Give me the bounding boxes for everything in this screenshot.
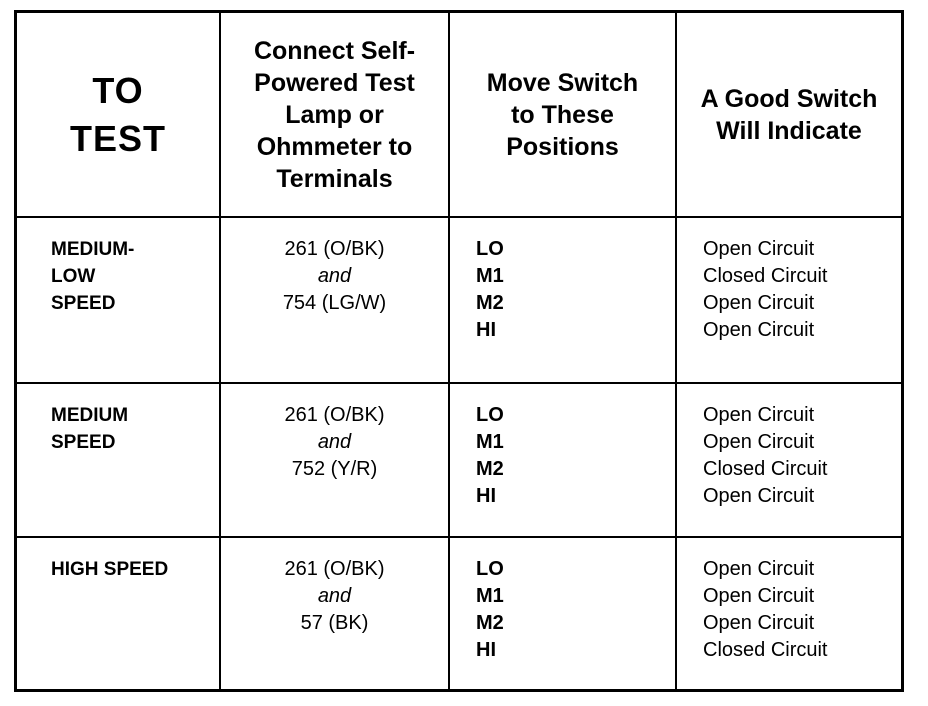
header-to-test [17, 13, 220, 217]
header-line: Connect Self- [253, 36, 416, 65]
terminals-cell [220, 537, 449, 689]
switch-position: M2 [476, 612, 504, 634]
switch-position: LO [476, 238, 504, 260]
switch-position: HI [476, 639, 496, 661]
header-line: Powered Test [254, 68, 415, 97]
positions-cell [449, 217, 676, 383]
header-line: Will Indicate [716, 116, 862, 145]
circuit-indication: Open Circuit [703, 319, 815, 341]
test-name-line: MEDIUM- [51, 239, 135, 260]
circuit-indication: Open Circuit [703, 585, 815, 607]
header-line: Ohmmeter to [256, 132, 413, 161]
test-name-line: HIGH SPEED [51, 559, 169, 580]
terminal-a: 261 (O/BK) [284, 404, 385, 426]
header-positions [449, 13, 676, 217]
terminal-connector: and [317, 585, 352, 607]
switch-position: LO [476, 558, 504, 580]
test-name-line: MEDIUM [51, 405, 129, 426]
terminal-connector: and [317, 431, 352, 453]
switch-position: HI [476, 485, 496, 507]
header-line: Positions [506, 132, 619, 161]
positions-cell [449, 383, 676, 537]
header-line: Lamp or [285, 100, 384, 129]
test-cell [17, 383, 220, 537]
circuit-indication: Open Circuit [703, 292, 815, 314]
terminal-b: 752 (Y/R) [291, 458, 378, 480]
indication-cell [676, 537, 901, 689]
circuit-indication: Closed Circuit [703, 265, 828, 287]
header-terminals [220, 13, 449, 217]
switch-position: M2 [476, 458, 504, 480]
header-line: to These [511, 100, 614, 129]
circuit-indication: Open Circuit [703, 431, 815, 453]
test-name-line: LOW [51, 266, 96, 287]
circuit-indication: Open Circuit [703, 558, 815, 580]
terminal-connector: and [317, 265, 352, 287]
indication-cell [676, 217, 901, 383]
header-line: TO [92, 69, 144, 111]
switch-position: M1 [476, 265, 504, 287]
header-line: A Good Switch [700, 84, 878, 113]
test-name-line: SPEED [51, 293, 116, 314]
table-row [17, 383, 901, 537]
table-row [17, 217, 901, 383]
test-name-line: SPEED [51, 432, 116, 453]
switch-test-grid [17, 13, 901, 689]
terminal-a: 261 (O/BK) [284, 558, 385, 580]
terminals-cell [220, 383, 449, 537]
circuit-indication: Open Circuit [703, 485, 815, 507]
switch-position: M1 [476, 585, 504, 607]
switch-position: LO [476, 404, 504, 426]
table-row [17, 537, 901, 689]
header-row [17, 13, 901, 217]
terminal-a: 261 (O/BK) [284, 238, 385, 260]
switch-test-table [14, 10, 904, 692]
terminal-b: 57 (BK) [300, 612, 369, 634]
test-cell [17, 537, 220, 689]
switch-position: M1 [476, 431, 504, 453]
circuit-indication: Closed Circuit [703, 639, 828, 661]
header-line: Terminals [276, 164, 393, 193]
circuit-indication: Open Circuit [703, 612, 815, 634]
switch-position: M2 [476, 292, 504, 314]
header-indicate [676, 13, 901, 217]
header-line: Move Switch [486, 68, 639, 97]
circuit-indication: Closed Circuit [703, 458, 828, 480]
positions-cell [449, 537, 676, 689]
circuit-indication: Open Circuit [703, 404, 815, 426]
circuit-indication: Open Circuit [703, 238, 815, 260]
test-cell [17, 217, 220, 383]
switch-position: HI [476, 319, 496, 341]
indication-cell [676, 383, 901, 537]
terminal-b: 754 (LG/W) [282, 292, 387, 314]
header-line: TEST [69, 117, 166, 159]
terminals-cell [220, 217, 449, 383]
